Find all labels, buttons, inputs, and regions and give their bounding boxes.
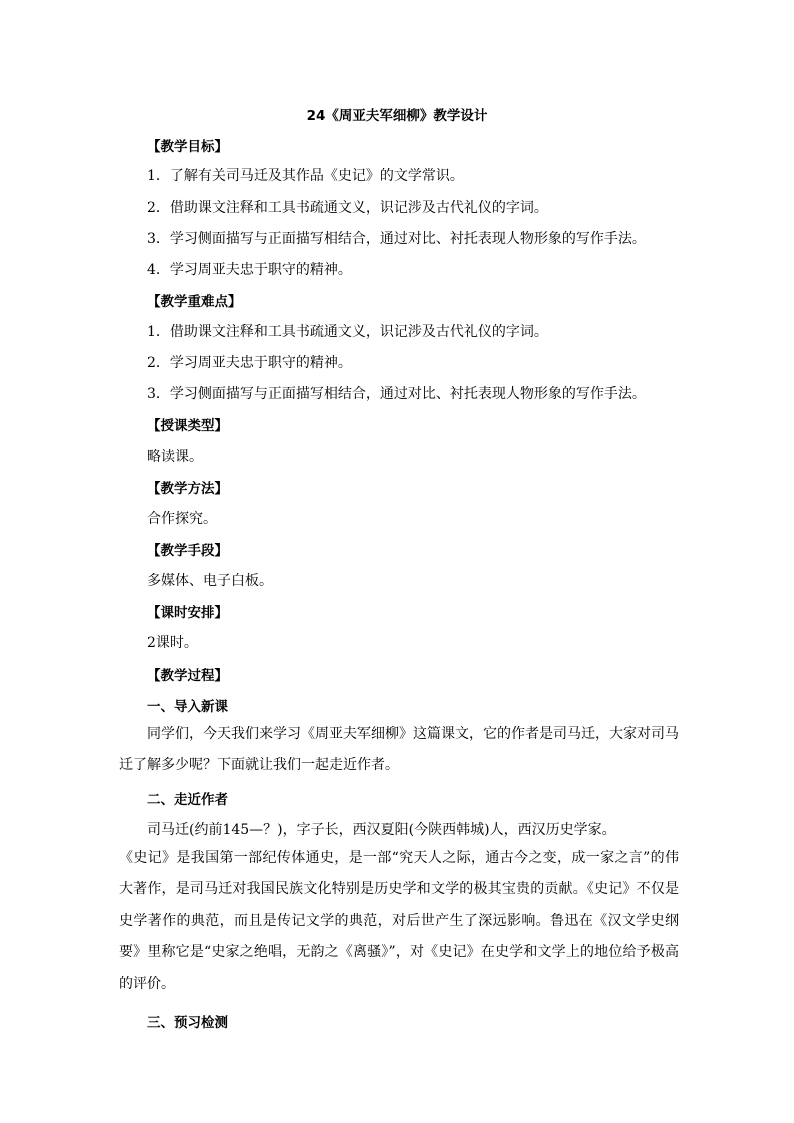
- document-title: 24《周亚夫军细柳》教学设计: [306, 108, 488, 124]
- teaching-method-heading: 【教学方法】: [147, 481, 228, 497]
- step-3-heading: 三、预习检测: [147, 1015, 228, 1031]
- step-2-heading: 二、走近作者: [147, 792, 228, 808]
- class-hours-value: 2课时。: [147, 635, 198, 651]
- goal-item: 1．了解有关司马迁及其作品《史记》的文学常识。: [147, 168, 464, 184]
- key-points-heading: 【教学重难点】: [147, 294, 242, 310]
- goal-item: 3．学习侧面描写与正面描写相结合，通过对比、衬托表现人物形象的写作手法。: [147, 231, 646, 247]
- step-1-text: 同学们，今天我们来学习《周亚夫军细柳》这篇课文，它的作者是司马迁，大家对司马迁了解多少呢？下面就让我们一起走近作者。: [119, 726, 679, 774]
- key-point-item: 3．学习侧面描写与正面描写相结合，通过对比、衬托表现人物形象的写作手法。: [147, 386, 646, 402]
- key-point-item: 1．借助课文注释和工具书疏通文义，识记涉及古代礼仪的字词。: [147, 324, 548, 340]
- process-heading: 【教学过程】: [147, 668, 228, 684]
- goal-item: 4．学习周亚夫忠于职守的精神。: [147, 262, 352, 278]
- goals-heading: 【教学目标】: [147, 139, 228, 155]
- step-1-heading: 一、导入新课: [147, 699, 228, 715]
- goal-item: 2．借助课文注释和工具书疏通文义，识记涉及古代礼仪的字词。: [147, 200, 548, 216]
- lesson-type-value: 略读课。: [147, 449, 203, 465]
- teaching-method-value: 合作探究。: [147, 511, 217, 527]
- lesson-type-heading: 【授课类型】: [147, 418, 228, 434]
- teaching-means-value: 多媒体、电子白板。: [147, 573, 273, 589]
- key-point-item: 2．学习周亚夫忠于职守的精神。: [147, 355, 352, 371]
- class-hours-heading: 【课时安排】: [147, 605, 228, 621]
- shiji-description: 《史记》是我国第一部纪传体通史，是一部“究天人之际，通古今之变，成一家之言”的伟大著作，是司马迁对我国民族文化特别是历史学和文学的极其宝贵的贡献。《史记》不仅是史学著作的典范，而且是传记文学的典范，对后世产生了深远影响。鲁迅在《汉文学史纲要》里称它是“史家之绝唱，无韵之《离骚》”，对《史记》在史学和文学上的地位给予极高的评价。: [119, 850, 679, 992]
- teaching-means-heading: 【教学手段】: [147, 543, 228, 559]
- author-intro-line: 司马迁(约前145—？)，字子长，西汉夏阳(今陕西韩城)人，西汉历史学家。: [147, 822, 616, 838]
